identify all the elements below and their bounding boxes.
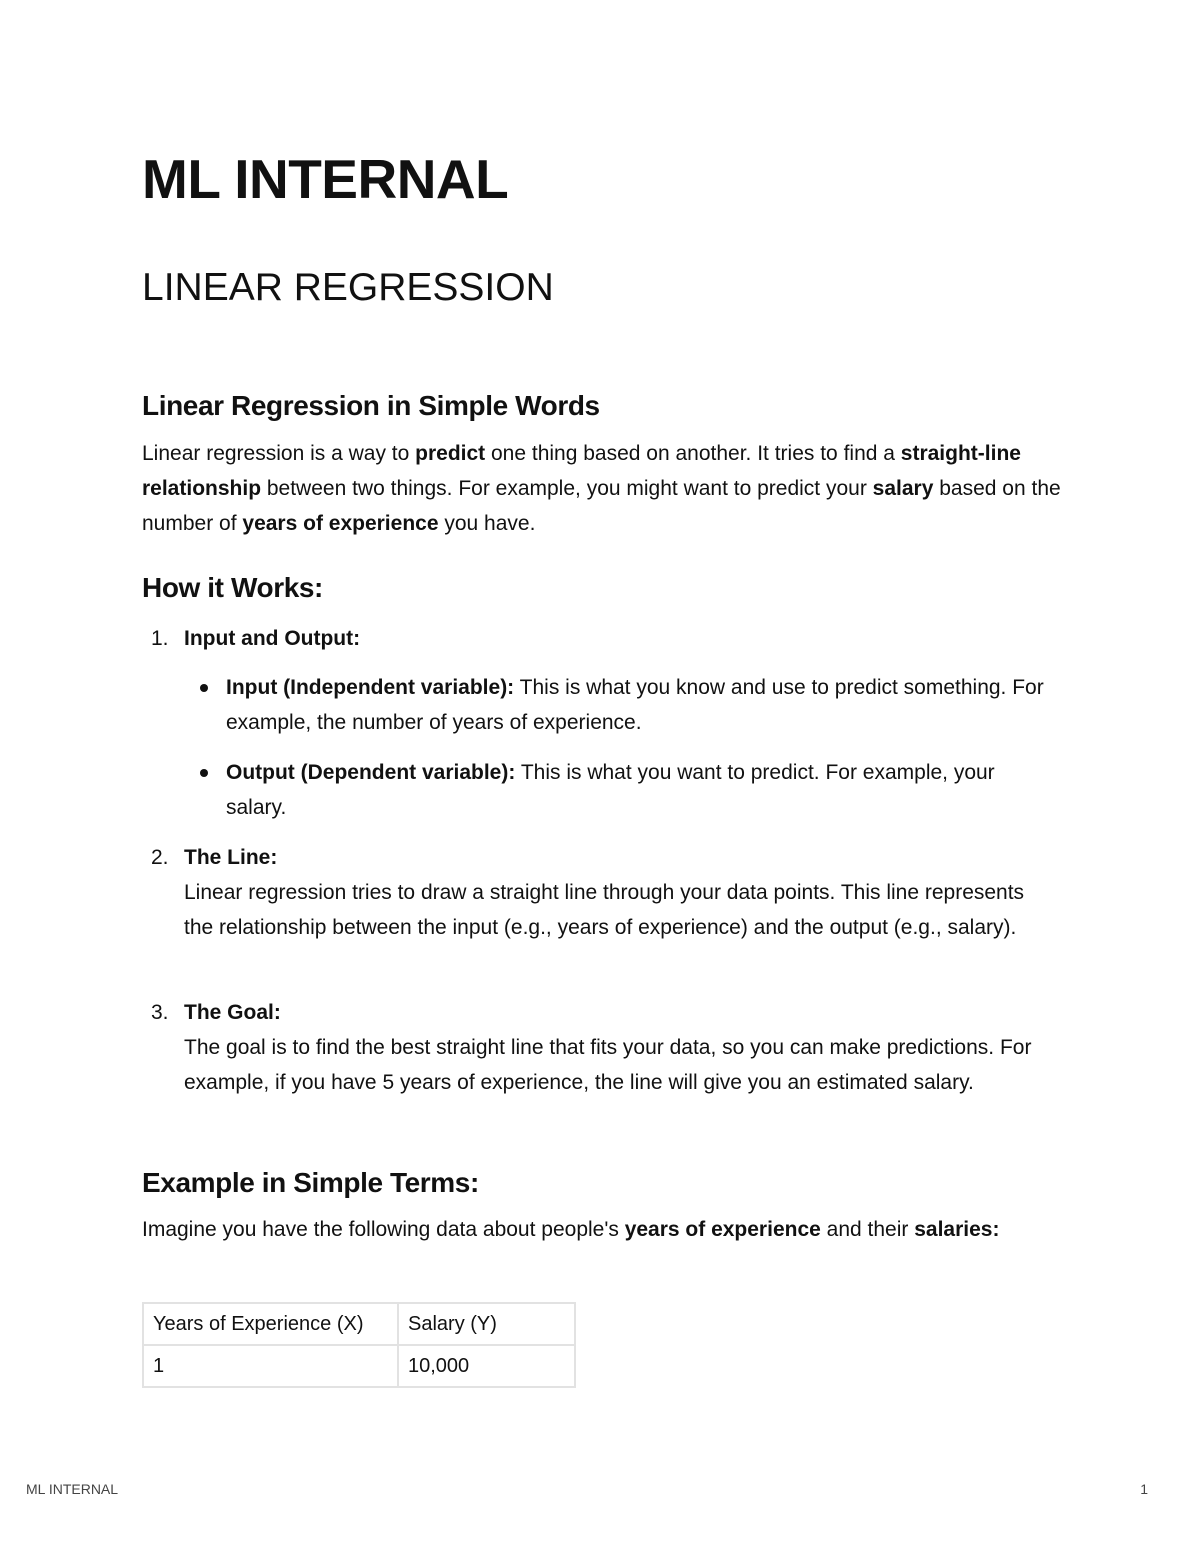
example-heading: Example in Simple Terms: bbox=[142, 1167, 479, 1198]
bold-term: straight-line relationship bbox=[142, 442, 1021, 500]
item-title: Input and Output: bbox=[184, 627, 361, 650]
bullet-text: This is what you know and use to predict something. For example, the number of years of experience. bbox=[226, 676, 1044, 734]
table-header-cell: Salary (Y) bbox=[398, 1303, 575, 1345]
page-number: 1 bbox=[1140, 1481, 1148, 1497]
item-title: The Line: bbox=[184, 846, 278, 869]
example-paragraph: Imagine you have the following data about people's years of experience and their salaries: bbox=[142, 1218, 1000, 1241]
bullet-title: Input (Independent variable): bbox=[226, 676, 515, 699]
table-row bbox=[143, 1345, 575, 1387]
item-title: The Goal: bbox=[184, 1001, 281, 1024]
table-header-cell: Years of Experience (X) bbox=[143, 1303, 398, 1345]
bullet-icon bbox=[200, 684, 208, 692]
item-text: The goal is to find the best straight line that fits your data, so you can make predictions. For example, if you have 5 years of experience, the line will give you an estimated salary. bbox=[184, 1036, 1032, 1094]
bold-term: years of experience bbox=[624, 1218, 821, 1241]
list-number: 3. bbox=[151, 1001, 169, 1024]
document-title: ML INTERNAL bbox=[142, 148, 509, 210]
intro-heading: Linear Regression in Simple Words bbox=[142, 390, 600, 421]
bullet-icon bbox=[200, 769, 208, 777]
list-number: 1. bbox=[151, 627, 169, 650]
data-table bbox=[142, 1302, 576, 1388]
bullet-title: Output (Dependent variable): bbox=[226, 761, 516, 784]
item-text: Linear regression tries to draw a straight line through your data points. This line represents the relationship between the input (e.g., years of experience) and the output (e.g., salary). bbox=[184, 881, 1025, 939]
section-title: LINEAR REGRESSION bbox=[142, 266, 554, 309]
intro-paragraph: Linear regression is a way to predict one thing based on another. It tries to find a straight-line relationship between two things. For example, you might want to predict your salary based on the number of years of experience you have. bbox=[142, 442, 1061, 535]
bold-term: salary bbox=[872, 477, 934, 500]
list-number: 2. bbox=[151, 846, 169, 869]
table-cell: 10,000 bbox=[398, 1345, 575, 1387]
table-cell: 1 bbox=[143, 1345, 398, 1387]
bold-term: predict bbox=[415, 442, 486, 465]
bullet-text: This is what you want to predict. For example, your salary. bbox=[226, 761, 995, 819]
bold-term: salaries: bbox=[914, 1218, 1000, 1241]
bold-term: years of experience bbox=[242, 512, 439, 535]
footer-title: ML INTERNAL bbox=[26, 1481, 119, 1497]
table-header-row bbox=[143, 1303, 575, 1345]
how-heading: How it Works: bbox=[142, 572, 323, 603]
